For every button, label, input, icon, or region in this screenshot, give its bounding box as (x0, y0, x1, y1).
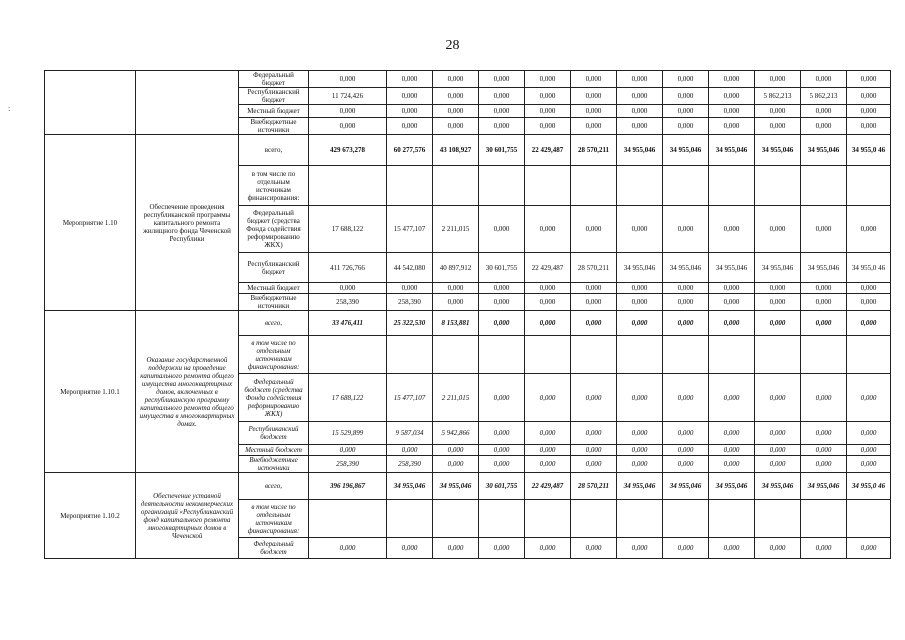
year-amount: 0,000 (617, 294, 663, 311)
year-amount: 0,000 (525, 538, 571, 559)
year-amount: 0,000 (525, 311, 571, 336)
year-amount: 44 542,080 (387, 253, 433, 283)
year-amount (387, 336, 433, 374)
funding-source: в том числе по отдельным источникам финансирования: (239, 500, 309, 538)
year-amount: 0,000 (847, 422, 891, 445)
year-amount: 34 955,046 (617, 253, 663, 283)
year-amount: 0,000 (525, 105, 571, 118)
year-amount: 0,000 (479, 206, 525, 253)
year-amount: 0,000 (709, 294, 755, 311)
year-amount: 0,000 (571, 118, 617, 135)
year-amount: 0,000 (847, 538, 891, 559)
year-amount: 0,000 (617, 71, 663, 88)
year-amount: 22 429,487 (525, 473, 571, 500)
funding-source: Республиканский бюджет (239, 88, 309, 105)
year-amount: 0,000 (847, 283, 891, 294)
year-amount: 0,000 (617, 538, 663, 559)
measure-name: Обеспечение уставной деятельности некоммерческих организаций «Республиканский фонд капитального ремонта многоквартирных домов в Чеченской (136, 473, 239, 559)
year-amount (755, 500, 801, 538)
year-amount (617, 166, 663, 206)
year-amount: 0,000 (709, 118, 755, 135)
year-amount: 5 862,213 (755, 88, 801, 105)
year-amount: 0,000 (709, 311, 755, 336)
year-amount: 0,000 (525, 422, 571, 445)
year-amount: 34 955,046 (617, 473, 663, 500)
total-amount: 0,000 (309, 283, 387, 294)
year-amount: 40 897,912 (433, 253, 479, 283)
year-amount: 0,000 (387, 283, 433, 294)
year-amount: 0,000 (709, 456, 755, 473)
year-amount: 0,000 (433, 283, 479, 294)
funding-source: всего, (239, 473, 309, 500)
year-amount (525, 336, 571, 374)
year-amount (433, 166, 479, 206)
funding-source: Федеральный бюджет (239, 71, 309, 88)
year-amount (663, 336, 709, 374)
total-amount: 429 673,278 (309, 135, 387, 166)
year-amount: 22 429,487 (525, 253, 571, 283)
year-amount: 30 601,755 (479, 253, 525, 283)
year-amount: 0,000 (663, 445, 709, 456)
year-amount: 2 211,015 (433, 374, 479, 422)
year-amount: 0,000 (755, 71, 801, 88)
year-amount (525, 166, 571, 206)
year-amount: 0,000 (479, 538, 525, 559)
year-amount: 0,000 (433, 294, 479, 311)
funding-source: Федеральный бюджет (239, 538, 309, 559)
year-amount: 0,000 (617, 422, 663, 445)
year-amount: 0,000 (525, 206, 571, 253)
year-amount: 0,000 (479, 294, 525, 311)
funding-source: Республиканский бюджет (239, 422, 309, 445)
funding-source: Федеральный бюджет (средства Фонда содействия реформированию ЖКХ) (239, 206, 309, 253)
year-amount: 0,000 (847, 118, 891, 135)
total-amount: 17 688,122 (309, 374, 387, 422)
year-amount: 0,000 (847, 374, 891, 422)
year-amount: 28 570,211 (571, 473, 617, 500)
year-amount (525, 500, 571, 538)
year-amount (801, 336, 847, 374)
total-amount: 0,000 (309, 445, 387, 456)
year-amount: 0,000 (387, 105, 433, 118)
year-amount (709, 166, 755, 206)
year-amount: 0,000 (479, 283, 525, 294)
year-amount: 0,000 (801, 456, 847, 473)
year-amount: 5 942,866 (433, 422, 479, 445)
year-amount: 0,000 (617, 445, 663, 456)
year-amount (571, 166, 617, 206)
total-amount: 33 476,411 (309, 311, 387, 336)
year-amount: 0,000 (571, 538, 617, 559)
year-amount: 0,000 (663, 311, 709, 336)
year-amount: 0,000 (663, 71, 709, 88)
year-amount: 0,000 (663, 456, 709, 473)
year-amount: 0,000 (709, 283, 755, 294)
total-amount: 411 726,766 (309, 253, 387, 283)
year-amount: 0,000 (617, 374, 663, 422)
year-amount: 34 955,046 (755, 473, 801, 500)
year-amount: 2 211,015 (433, 206, 479, 253)
year-amount: 0,000 (479, 374, 525, 422)
year-amount: 0,000 (801, 445, 847, 456)
year-amount: 0,000 (847, 71, 891, 88)
year-amount: 60 277,576 (387, 135, 433, 166)
measure-block (45, 311, 891, 473)
year-amount: 34 955,046 (755, 135, 801, 166)
year-amount: 9 587,034 (387, 422, 433, 445)
year-amount: 258,390 (387, 456, 433, 473)
year-amount: 0,000 (755, 311, 801, 336)
year-amount: 0,000 (847, 311, 891, 336)
year-amount: 0,000 (617, 206, 663, 253)
year-amount (433, 500, 479, 538)
year-amount: 30 601,755 (479, 135, 525, 166)
year-amount (617, 500, 663, 538)
year-amount (847, 500, 891, 538)
year-amount: 0,000 (709, 374, 755, 422)
year-amount: 34 955,046 (709, 253, 755, 283)
margin-mark: : (8, 104, 11, 113)
year-amount: 34 955,046 (433, 473, 479, 500)
year-amount: 0,000 (755, 374, 801, 422)
year-amount: 0,000 (571, 456, 617, 473)
year-amount: 34 955,046 (801, 135, 847, 166)
year-amount: 0,000 (433, 538, 479, 559)
year-amount: 0,000 (663, 118, 709, 135)
year-amount: 28 570,211 (571, 253, 617, 283)
year-amount: 0,000 (801, 538, 847, 559)
year-amount (617, 336, 663, 374)
year-amount: 0,000 (479, 71, 525, 88)
year-amount: 0,000 (571, 445, 617, 456)
year-amount: 34 955,0 46 (847, 135, 891, 166)
total-amount: 258,390 (309, 294, 387, 311)
year-amount: 34 955,046 (617, 135, 663, 166)
year-amount: 0,000 (571, 422, 617, 445)
year-amount: 0,000 (847, 105, 891, 118)
year-amount: 0,000 (571, 88, 617, 105)
total-amount: 0,000 (309, 71, 387, 88)
year-amount: 22 429,487 (525, 135, 571, 166)
year-amount: 0,000 (525, 374, 571, 422)
year-amount: 0,000 (387, 88, 433, 105)
total-amount (309, 336, 387, 374)
table-row (45, 135, 891, 166)
year-amount: 0,000 (663, 374, 709, 422)
year-amount: 0,000 (709, 538, 755, 559)
total-amount: 17 688,122 (309, 206, 387, 253)
year-amount (663, 166, 709, 206)
year-amount: 0,000 (663, 206, 709, 253)
year-amount (801, 166, 847, 206)
year-amount: 34 955,046 (709, 473, 755, 500)
year-amount: 0,000 (479, 105, 525, 118)
total-amount: 15 529,899 (309, 422, 387, 445)
year-amount: 0,000 (663, 88, 709, 105)
measure-code (45, 71, 136, 135)
measure-name (136, 71, 239, 135)
year-amount: 34 955,046 (709, 135, 755, 166)
year-amount: 0,000 (617, 105, 663, 118)
year-amount: 0,000 (571, 374, 617, 422)
year-amount: 25 322,530 (387, 311, 433, 336)
year-amount: 0,000 (755, 283, 801, 294)
year-amount: 0,000 (571, 283, 617, 294)
year-amount: 34 955,046 (663, 253, 709, 283)
year-amount: 0,000 (387, 118, 433, 135)
year-amount (387, 500, 433, 538)
year-amount: 0,000 (709, 71, 755, 88)
page-number: 28 (445, 38, 460, 53)
measure-name: Обеспечение проведения республиканской программы капитального ремонта жилищного фонда Чеченской Республики (136, 135, 239, 311)
year-amount: 0,000 (433, 105, 479, 118)
year-amount: 0,000 (663, 422, 709, 445)
year-amount: 0,000 (663, 538, 709, 559)
total-amount: 11 724,426 (309, 88, 387, 105)
year-amount: 0,000 (709, 445, 755, 456)
year-amount: 0,000 (387, 445, 433, 456)
total-amount: 0,000 (309, 118, 387, 135)
year-amount: 0,000 (617, 456, 663, 473)
funding-source: всего, (239, 135, 309, 166)
year-amount: 0,000 (755, 294, 801, 311)
year-amount: 0,000 (571, 294, 617, 311)
year-amount: 0,000 (847, 294, 891, 311)
year-amount: 15 477,107 (387, 374, 433, 422)
measure-name: Оказание государственной поддержки на проведение капитального ремонта общего имущества многоквартирных домов, включенных в республиканскую программу капитального ремонта общего имущества в многоквартирных домах. (136, 311, 239, 473)
year-amount: 0,000 (663, 105, 709, 118)
year-amount (479, 166, 525, 206)
year-amount: 0,000 (387, 538, 433, 559)
year-amount: 0,000 (801, 294, 847, 311)
total-amount (309, 500, 387, 538)
year-amount: 15 477,107 (387, 206, 433, 253)
year-amount: 0,000 (801, 206, 847, 253)
year-amount: 0,000 (525, 283, 571, 294)
funding-source: Внебюджетные источники (239, 294, 309, 311)
table-row (45, 311, 891, 336)
year-amount: 0,000 (525, 118, 571, 135)
year-amount (755, 166, 801, 206)
total-amount: 0,000 (309, 105, 387, 118)
year-amount: 34 955,046 (663, 135, 709, 166)
funding-source: Местный бюджет (239, 283, 309, 294)
year-amount: 0,000 (525, 445, 571, 456)
year-amount: 0,000 (847, 456, 891, 473)
year-amount (387, 166, 433, 206)
year-amount: 43 108,927 (433, 135, 479, 166)
year-amount (663, 500, 709, 538)
year-amount: 0,000 (755, 456, 801, 473)
year-amount: 0,000 (755, 538, 801, 559)
year-amount: 0,000 (571, 311, 617, 336)
year-amount: 0,000 (479, 118, 525, 135)
year-amount: 0,000 (709, 88, 755, 105)
year-amount: 0,000 (847, 445, 891, 456)
year-amount: 0,000 (571, 71, 617, 88)
funding-source: Внебюджетные источники (239, 118, 309, 135)
year-amount: 0,000 (709, 105, 755, 118)
total-amount: 0,000 (309, 538, 387, 559)
year-amount (571, 336, 617, 374)
year-amount: 0,000 (755, 445, 801, 456)
year-amount (479, 500, 525, 538)
year-amount (709, 336, 755, 374)
year-amount: 0,000 (801, 374, 847, 422)
total-amount: 258,390 (309, 456, 387, 473)
year-amount: 0,000 (847, 88, 891, 105)
year-amount: 30 601,755 (479, 473, 525, 500)
year-amount: 0,000 (847, 206, 891, 253)
year-amount: 0,000 (387, 71, 433, 88)
measure-block (45, 71, 891, 135)
measure-block (45, 135, 891, 311)
year-amount: 0,000 (801, 71, 847, 88)
measure-code: Мероприятие 1.10.2 (45, 473, 136, 559)
year-amount: 0,000 (663, 294, 709, 311)
year-amount: 0,000 (433, 456, 479, 473)
year-amount: 8 153,881 (433, 311, 479, 336)
year-amount: 0,000 (479, 422, 525, 445)
year-amount: 0,000 (617, 311, 663, 336)
year-amount: 0,000 (755, 105, 801, 118)
funding-source: в том числе по отдельным источникам финансирования: (239, 166, 309, 206)
year-amount: 0,000 (617, 118, 663, 135)
year-amount: 258,390 (387, 294, 433, 311)
year-amount: 0,000 (801, 105, 847, 118)
table-row (45, 473, 891, 500)
year-amount (709, 500, 755, 538)
funding-source: в том числе по отдельным источникам финансирования: (239, 336, 309, 374)
year-amount: 0,000 (801, 422, 847, 445)
year-amount: 34 955,0 46 (847, 253, 891, 283)
funding-source: Федеральный бюджет (средства Фонда содействия реформированию ЖКХ) (239, 374, 309, 422)
year-amount (479, 336, 525, 374)
funding-source: Республиканский бюджет (239, 253, 309, 283)
funding-source: всего, (239, 311, 309, 336)
year-amount (571, 500, 617, 538)
budget-table (44, 70, 891, 559)
year-amount: 0,000 (755, 118, 801, 135)
year-amount: 0,000 (755, 422, 801, 445)
year-amount: 0,000 (617, 88, 663, 105)
total-amount: 396 196,867 (309, 473, 387, 500)
year-amount: 28 570,211 (571, 135, 617, 166)
year-amount (847, 336, 891, 374)
year-amount: 0,000 (479, 456, 525, 473)
year-amount: 0,000 (433, 118, 479, 135)
year-amount: 34 955,046 (387, 473, 433, 500)
year-amount: 34 955,046 (755, 253, 801, 283)
year-amount: 0,000 (801, 283, 847, 294)
year-amount: 0,000 (801, 118, 847, 135)
measure-block (45, 473, 891, 559)
year-amount (801, 500, 847, 538)
year-amount: 34 955,0 46 (847, 473, 891, 500)
table-row (45, 71, 891, 88)
year-amount: 0,000 (479, 311, 525, 336)
funding-source: Местный бюджет (239, 105, 309, 118)
year-amount (755, 336, 801, 374)
year-amount (433, 336, 479, 374)
year-amount: 0,000 (709, 422, 755, 445)
year-amount: 0,000 (663, 283, 709, 294)
year-amount: 0,000 (571, 206, 617, 253)
year-amount: 0,000 (433, 71, 479, 88)
year-amount: 34 955,046 (663, 473, 709, 500)
year-amount: 0,000 (709, 206, 755, 253)
year-amount: 0,000 (479, 445, 525, 456)
year-amount: 0,000 (801, 311, 847, 336)
year-amount: 0,000 (433, 445, 479, 456)
year-amount: 0,000 (525, 294, 571, 311)
year-amount: 0,000 (433, 88, 479, 105)
year-amount (847, 166, 891, 206)
year-amount: 0,000 (617, 283, 663, 294)
year-amount: 0,000 (525, 88, 571, 105)
funding-source: Внебюджетные источники (239, 456, 309, 473)
year-amount: 34 955,046 (801, 253, 847, 283)
year-amount: 0,000 (525, 456, 571, 473)
total-amount (309, 166, 387, 206)
year-amount: 0,000 (571, 105, 617, 118)
year-amount: 0,000 (755, 206, 801, 253)
year-amount: 0,000 (479, 88, 525, 105)
year-amount: 5 862,213 (801, 88, 847, 105)
year-amount: 34 955,046 (801, 473, 847, 500)
measure-code: Мероприятие 1.10.1 (45, 311, 136, 473)
measure-code: Мероприятие 1.10 (45, 135, 136, 311)
funding-source: Местный бюджет (239, 445, 309, 456)
year-amount: 0,000 (525, 71, 571, 88)
